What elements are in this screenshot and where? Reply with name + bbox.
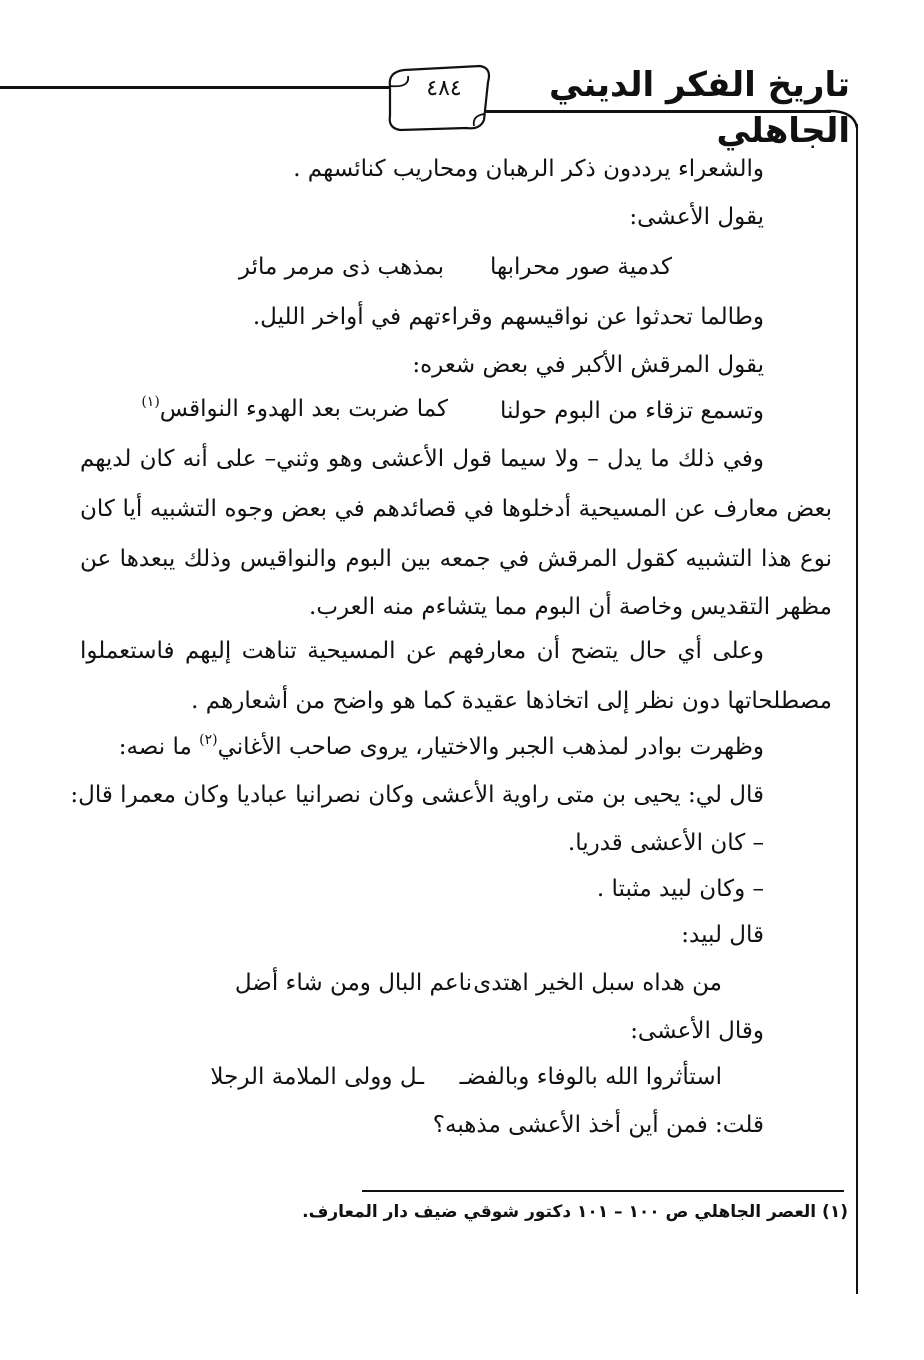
text-line-10: مصطلحاتها دون نظر إلى اتخاذها عقيدة كما هو واضح من أشعارهم . [191,688,832,714]
text-line-9: وعلى أي حال يتضح أن معارفهم عن المسيحية تناهت إليهم فاستعملوا [80,638,764,664]
text-line-11-main: وظهرت بوادر لمذهب الجبر والاختيار، يروى صاحب الأغاني [217,734,764,760]
footnote-divider [362,1190,844,1192]
text-line-5: وفي ذلك ما يدل – ولا سيما قول الأعشى وهو وثني– على أنه كان لديهم [80,446,764,472]
text-line-11 [119,734,764,760]
text-line-1: والشعراء يرددون ذكر الرهبان ومحاريب كنائسهم . [293,156,764,182]
verse-2-second-hemistich [141,396,448,422]
footnote: (١) العصر الجاهلي ص ١٠٠ – ١٠١ دكتور شوقي ضيف دار المعارف. [302,1202,848,1222]
text-line-2: يقول الأعشى: [629,204,764,230]
verse-1-second-hemistich: بمذهب ذى مرمر مائر [238,254,444,280]
page-number: ٤٨٤ [426,76,462,101]
text-line-17: قلت: فمن أين أخذ الأعشى مذهبه؟ [432,1112,764,1138]
verse-4-first-hemistich: استأثروا الله بالوفاء وبالفضـ [459,1064,722,1090]
text-line-16: وقال الأعشى: [630,1018,764,1044]
page-border-right [856,124,858,1294]
text-line-3: وطالما تحدثوا عن نواقيسهم وقراءتهم في أواخر الليل. [252,304,764,330]
verse-4-second-hemistich: ـل وولى الملامة الرجلا [210,1064,424,1090]
text-line-13: – كان الأعشى قدريا. [567,830,764,856]
main-text [70,0,832,1180]
header-title: تاريخ الفكر الديني الجاهلي [549,65,850,151]
footnote-ref-1: (١) [141,394,160,410]
verse-3-second-hemistich: ناعم البال ومن شاء أضل [234,970,472,996]
text-line-12: قال لي: يحيى بن متى راوية الأعشى وكان نصرانيا عباديا وكان معمرا قال: [70,782,764,808]
footnote-ref-2: (٢) [199,732,218,748]
text-line-11-end: ما نصه: [118,734,192,760]
verse-3-first-hemistich: من هداه سبل الخير اهتدى [473,970,722,996]
text-line-4: يقول المرقش الأكبر في بعض شعره: [412,352,764,378]
verse-1-first-hemistich: كدمية صور محرابها [489,254,672,280]
text-line-8: مظهر التقديس وخاصة أن البوم مما يتشاءم منه العرب. [309,594,832,620]
text-line-7: نوع هذا التشبيه كقول المرقش في جمعه بين البوم والنواقيس وذلك يبعدها عن [80,546,832,572]
text-line-15: قال لبيد: [681,922,764,948]
text-line-6: بعض معارف عن المسيحية أدخلوها في قصائدهم في بعض وجوه التشبيه أيا كان [80,496,832,522]
verse-2-first-hemistich: وتسمع تزقاء من البوم حولنا [499,398,764,424]
verse-2-second-text: كما ضربت بعد الهدوء النواقس [159,396,448,422]
text-line-14: – وكان لبيد مثبتا . [596,876,764,902]
